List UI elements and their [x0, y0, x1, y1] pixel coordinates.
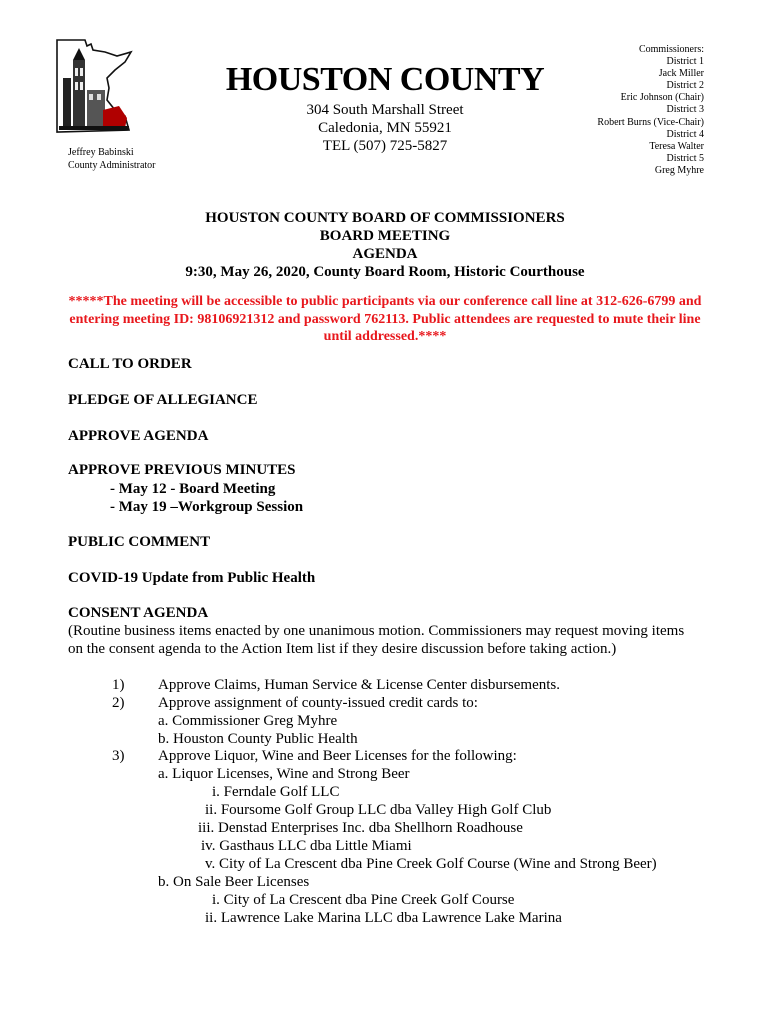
- minutes-item: - May 19 –Workgroup Session: [110, 499, 304, 515]
- notice-line: entering meeting ID: 98106921312 and password 762113. Public attendees are requested to mute their line: [69, 311, 701, 327]
- commissioners-line: Commissioners:: [638, 44, 704, 55]
- approve-agenda-heading: APPROVE AGENDA: [68, 428, 209, 444]
- license-entry: ii. Foursome Golf Group LLC dba Valley High Golf Club: [205, 802, 552, 818]
- commissioners-line: District 3: [666, 104, 704, 116]
- item-number: 3): [112, 748, 125, 764]
- address-street: 304 South Marshall Street: [306, 102, 464, 118]
- meeting-heading-line: HOUSTON COUNTY BOARD OF COMMISSIONERS: [205, 210, 565, 226]
- consent-agenda-heading: CONSENT AGENDA: [68, 605, 209, 621]
- meeting-heading-line: BOARD MEETING: [319, 228, 451, 244]
- administrator-name: Jeffrey Babinski: [68, 147, 134, 158]
- public-comment-heading: PUBLIC COMMENT: [68, 534, 211, 550]
- notice-line: *****The meeting will be accessible to public participants via our conference call line at 312-626-6799 and: [68, 294, 702, 309]
- meeting-heading-line: 9:30, May 26, 2020, County Board Room, Historic Courthouse: [185, 264, 585, 280]
- license-entry: ii. Lawrence Lake Marina LLC dba Lawrence Lake Marina: [205, 910, 562, 926]
- consent-description: on the consent agenda to the Action Item list if they desire discussion before taking action.): [68, 641, 617, 657]
- county-title: HOUSTON COUNTY: [225, 61, 545, 98]
- covid-update-heading: COVID-19 Update from Public Health: [68, 570, 316, 586]
- minutes-item: - May 12 - Board Meeting: [110, 481, 276, 497]
- commissioners-line: Jack Miller: [658, 68, 704, 80]
- consent-item: Approve assignment of county-issued credit cards to:: [158, 695, 478, 711]
- meeting-heading-line: AGENDA: [352, 246, 418, 262]
- item-number: 2): [112, 695, 125, 711]
- consent-subitem: b. On Sale Beer Licenses: [158, 874, 310, 890]
- administrator-title: County Administrator: [68, 160, 156, 171]
- address-phone: TEL (507) 725-5827: [322, 138, 448, 154]
- county-address: [280, 101, 490, 155]
- commissioners-line: District 4: [666, 128, 704, 140]
- license-entry: i. Ferndale Golf LLC: [212, 784, 340, 800]
- pledge-heading: PLEDGE OF ALLEGIANCE: [68, 392, 258, 408]
- commissioners-list: [597, 44, 704, 177]
- consent-subitem: a. Liquor Licenses, Wine and Strong Beer: [158, 766, 410, 782]
- license-entry: i. City of La Crescent dba Pine Creek Golf Course: [212, 892, 515, 908]
- commissioners-line: District 2: [666, 80, 704, 92]
- consent-item: Approve Claims, Human Service & License Center disbursements.: [158, 677, 560, 693]
- consent-subitem: b. Houston County Public Health: [158, 731, 358, 747]
- commissioners-line: Robert Burns (Vice-Chair): [597, 116, 704, 128]
- commissioners-line: Eric Johnson (Chair): [620, 92, 704, 104]
- consent-subitem: a. Commissioner Greg Myhre: [158, 713, 338, 729]
- meeting-heading: [0, 209, 770, 281]
- license-entry: v. City of La Crescent dba Pine Creek Golf Course (Wine and Strong Beer): [205, 856, 657, 872]
- license-entry: iii. Denstad Enterprises Inc. dba Shellhorn Roadhouse: [198, 820, 523, 836]
- call-to-order-heading: CALL TO ORDER: [68, 356, 192, 372]
- county-logo-icon: [55, 38, 135, 138]
- conference-call-notice: [62, 293, 708, 346]
- license-entry: iv. Gasthaus LLC dba Little Miami: [201, 838, 412, 854]
- commissioners-line: District 1: [666, 56, 704, 68]
- commissioners-line: Greg Myhre: [654, 164, 704, 176]
- notice-line: until addressed.****: [323, 329, 447, 344]
- approve-minutes-heading: APPROVE PREVIOUS MINUTES: [68, 462, 296, 478]
- commissioners-line: Teresa Walter: [649, 140, 704, 152]
- consent-description: (Routine business items enacted by one unanimous motion. Commissioners may request moving items: [68, 623, 685, 639]
- address-city: Caledonia, MN 55921: [318, 120, 452, 136]
- consent-item: Approve Liquor, Wine and Beer Licenses for the following:: [158, 748, 517, 764]
- item-number: 1): [112, 677, 125, 693]
- commissioners-line: District 5: [666, 152, 704, 164]
- administrator-block: [68, 146, 156, 172]
